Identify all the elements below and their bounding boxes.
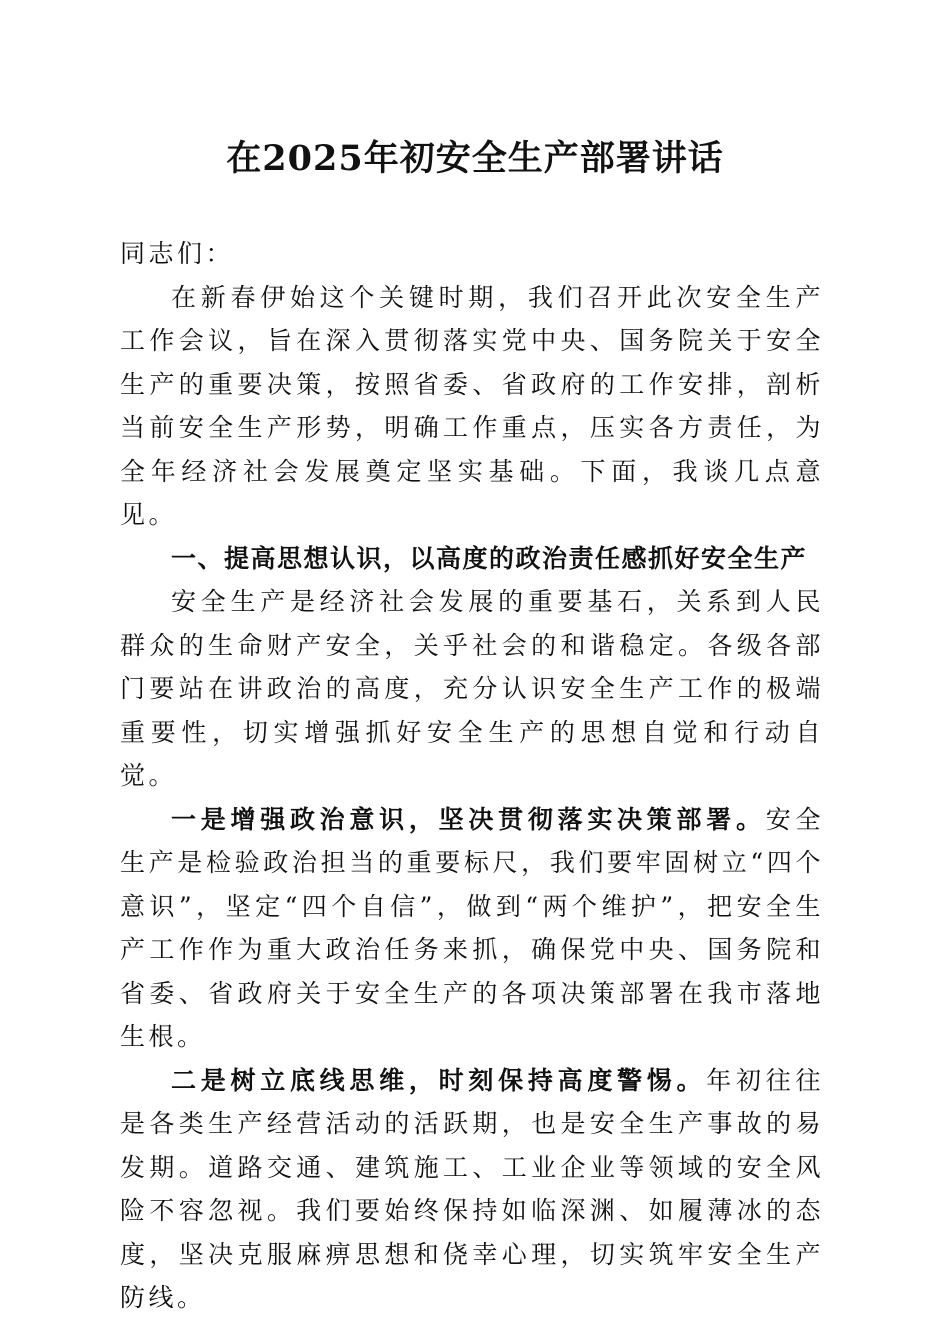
- section-1-paragraph: 安全生产是经济社会发展的重要基石，关系到人民群众的生命财产安全，关乎社会的和谐稳定。各级各部门要站在讲政治的高度，充分认识安全生产工作的极端重要性，切实增强抓好安全生产的思想自觉和行动自觉。: [120, 587, 824, 790]
- point-2-paragraph: [120, 1059, 824, 1320]
- point-1-paragraph: [120, 798, 824, 1059]
- section-heading-1: 一、提高思想认识，以高度的政治责任感抓好安全生产: [171, 543, 808, 573]
- point-1-lead: 一是增强政治意识，坚决贯彻落实决策部署。: [171, 804, 766, 834]
- intro-paragraph: 在新春伊始这个关键时期，我们召开此次安全生产工作会议，旨在深入贯彻落实党中央、国务院关于安全生产的重要决策，按照省委、省政府的工作安排，剖析当前安全生产形势，明确工作重点，压实各方责任，为全年经济社会发展奠定坚实基础。下面，我谈几点意见。: [120, 282, 824, 529]
- document-title: 在2025年初安全生产部署讲话: [226, 138, 724, 179]
- salutation: 同志们：: [120, 239, 235, 268]
- point-2-lead: 二是树立底线思维，时刻保持高度警惕。: [171, 1065, 707, 1095]
- point-2-text: 年初往往是各类生产经营活动的活跃期，也是安全生产事故的易发期。道路交通、建筑施工、工业企业等领域的安全风险不容忽视。我们要始终保持如临深渊、如履薄冰的态度，坚决克服麻痹思想和侥幸心理，切实筑牢安全生产防线。: [120, 1065, 824, 1312]
- point-1-text: 安全生产是检验政治担当的重要标尺，我们要牢固树立“四个意识”，坚定“四个自信”，做到“两个维护”，把安全生产工作作为重大政治任务来抓，确保党中央、国务院和省委、省政府关于安全生产的各项决策部署在我市落地生根。: [120, 804, 824, 1051]
- document-body: [120, 232, 824, 1320]
